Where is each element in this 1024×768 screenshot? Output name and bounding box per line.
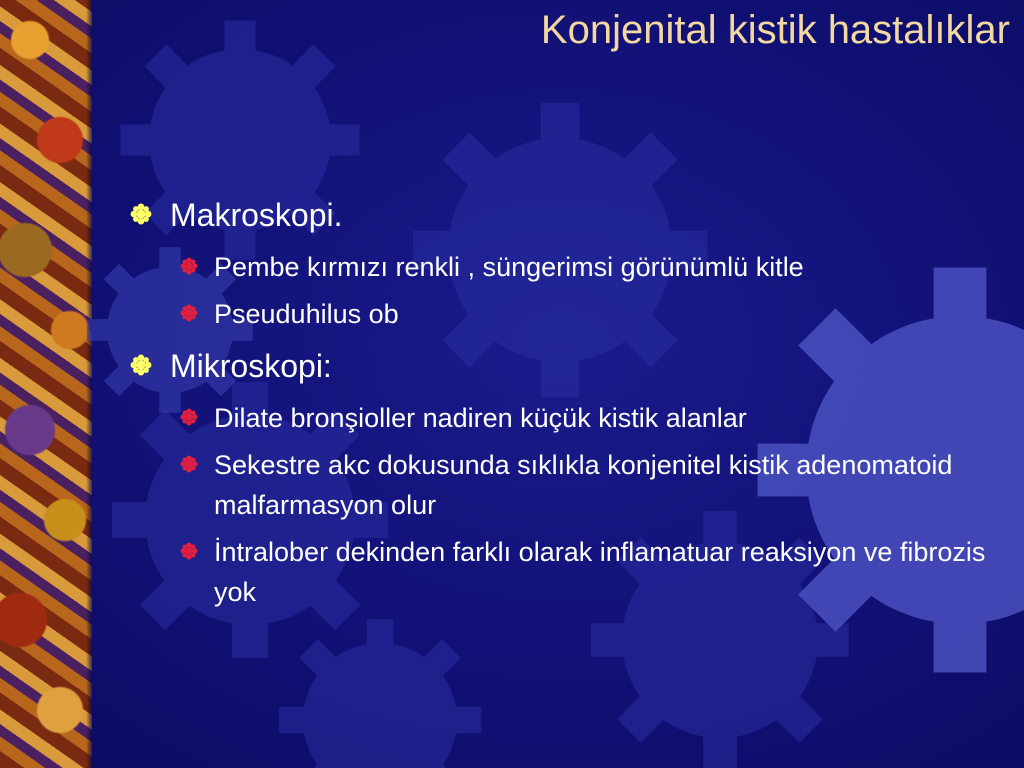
red-flower-bullet-icon xyxy=(180,408,198,426)
bullet-text: İntralober dekinden farklı olarak inflamatuar reaksiyon ve fibrozis yok xyxy=(214,536,986,607)
bullet-text: Mikroskopi: xyxy=(170,348,332,384)
bullet-level2-item xyxy=(130,247,990,288)
bullet-level2-item xyxy=(130,532,990,613)
bullet-level1-mikroskopi xyxy=(130,346,990,386)
bullet-text: Makroskopi. xyxy=(170,197,343,233)
bullet-text: Dilate bronşioller nadiren küçük kistik alanlar xyxy=(214,403,747,433)
red-flower-bullet-icon xyxy=(180,455,198,473)
red-flower-bullet-icon xyxy=(180,304,198,322)
bullet-level2-item xyxy=(130,445,990,526)
bullet-level2-item xyxy=(130,398,990,439)
yellow-flower-bullet-icon xyxy=(130,203,152,225)
bullet-text: Pembe kırmızı renkli , süngerimsi görünümlü kitle xyxy=(214,252,804,282)
bullet-text: Pseuduhilus ob xyxy=(214,298,399,329)
red-flower-bullet-icon xyxy=(180,257,198,275)
bullet-text: Sekestre akc dokusunda sıklıkla konjenitel kistik adenomatoid malfarmasyon olur xyxy=(214,449,953,520)
red-flower-bullet-icon xyxy=(180,542,198,560)
bullet-level1-makroskopi xyxy=(130,195,990,235)
yellow-flower-bullet-icon xyxy=(130,354,152,376)
bullet-level2-item xyxy=(130,294,990,335)
bullet-list xyxy=(130,195,990,619)
slide-title: Konjenital kistik hastalıklar xyxy=(540,8,1010,52)
